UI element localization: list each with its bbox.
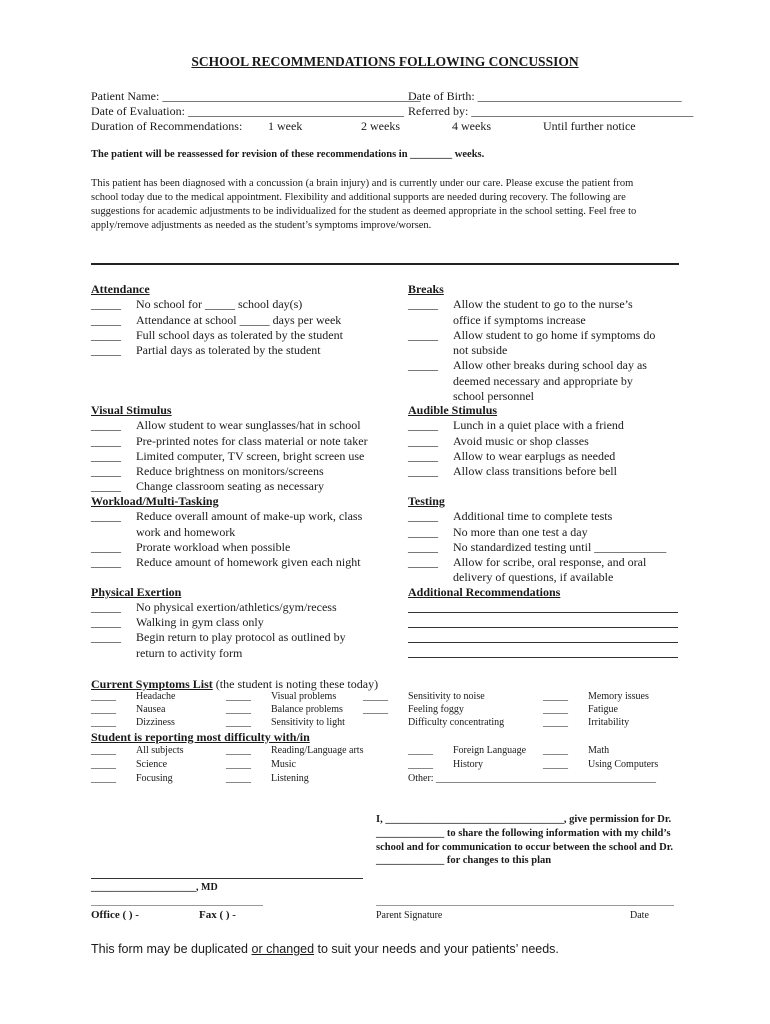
testing-heading: Testing (408, 494, 445, 508)
checkbox-blank[interactable]: _____ (226, 773, 251, 784)
additional-line[interactable] (408, 627, 678, 628)
difficulty-item: Using Computers (588, 759, 659, 770)
checkbox-blank[interactable]: _____ (408, 434, 438, 448)
checkbox-blank[interactable]: _____ (91, 418, 121, 432)
breaks-item: Allow other breaks during school day as (453, 358, 647, 372)
difficulty-heading: Student is reporting most difficulty with/in (91, 730, 310, 744)
physical-item: Walking in gym class only (136, 615, 264, 629)
attendance-heading: Attendance (91, 282, 150, 296)
checkbox-blank[interactable]: _____ (408, 525, 438, 539)
checkbox-blank[interactable]: _____ (91, 464, 121, 478)
checkbox-blank[interactable]: _____ (91, 759, 116, 770)
duration-label: Duration of Recommendations: (91, 119, 243, 133)
duration-option[interactable]: 2 weeks (361, 119, 400, 133)
md-field[interactable]: _____________________, MD (91, 882, 218, 893)
difficulty-item: Math (588, 745, 610, 756)
symptom-item: Dizziness (136, 717, 175, 728)
audible-item: Avoid music or shop classes (453, 434, 589, 448)
workload-heading: Workload/Multi-Tasking (91, 494, 219, 508)
difficulty-item: Science (136, 759, 168, 770)
checkbox-blank[interactable]: _____ (91, 313, 121, 327)
checkbox-blank[interactable]: _____ (91, 773, 116, 784)
testing-item: No standardized testing until ____________ (453, 540, 667, 554)
breaks-item: Allow the student to go to the nurse’s (453, 297, 633, 311)
checkbox-blank[interactable]: _____ (91, 479, 121, 493)
breaks-item: school personnel (453, 389, 534, 403)
testing-item: Additional time to complete tests (453, 509, 613, 523)
fax-field[interactable]: Fax ( ) - (199, 909, 236, 921)
checkbox-blank[interactable]: _____ (543, 704, 568, 715)
physical-item: return to activity form (136, 646, 243, 660)
difficulty-item: Music (271, 759, 296, 770)
audible-item: Lunch in a quiet place with a friend (453, 418, 624, 432)
parent-signature-line[interactable] (376, 905, 674, 906)
office-phone-field[interactable]: Office ( ) - (91, 909, 139, 921)
attendance-item: Attendance at school _____ days per week (136, 313, 342, 327)
breaks-item: Allow student to go home if symptoms do (453, 328, 656, 342)
additional-line[interactable] (408, 642, 678, 643)
workload-item: Prorate workload when possible (136, 540, 291, 554)
physical-item: Begin return to play protocol as outlined by (136, 630, 346, 644)
intro-paragraph: This patient has been diagnosed with a concussion (a brain injury) and is currently under our care. Please excuse the patient from school today due to the medical appointment. Flexibility and additional supports are needed during recovery. The following are suggestions for academic adjustments to be individualized for the student as deemed appropriate in the school setting. Feel free to apply/remove adjustments as needed as the student’s symptoms improve/worsen. (91, 178, 637, 231)
audible-heading: Audible Stimulus (408, 403, 498, 417)
checkbox-blank[interactable]: _____ (363, 704, 388, 715)
checkbox-blank[interactable]: _____ (91, 297, 121, 311)
checkbox-blank[interactable]: _____ (226, 691, 251, 702)
checkbox-blank[interactable]: _____ (408, 555, 438, 569)
symptom-item: Fatigue (588, 704, 618, 715)
checkbox-blank[interactable]: _____ (363, 691, 388, 702)
address-line[interactable] (91, 905, 263, 906)
checkbox-blank[interactable]: _____ (226, 717, 251, 728)
date-label: Date (630, 910, 649, 921)
symptom-item: Memory issues (588, 691, 649, 702)
parent-signature-label: Parent Signature (376, 910, 443, 921)
symptom-item: Sensitivity to light (271, 717, 345, 728)
footer-text: to suit your needs and your patients’ needs. (314, 942, 559, 956)
checkbox-blank[interactable]: _____ (543, 759, 568, 770)
duration-option[interactable]: 1 week (268, 119, 303, 133)
symptoms-heading (91, 677, 378, 692)
audible-item: Allow class transitions before bell (453, 464, 617, 478)
symptom-item: Nausea (136, 704, 166, 715)
checkbox-blank[interactable]: _____ (543, 717, 568, 728)
referred-by-field[interactable]: Referred by: _____________________________________ (408, 104, 694, 118)
symptoms-subtitle: (the student is noting these today) (212, 677, 379, 691)
checkbox-blank[interactable]: _____ (91, 630, 121, 644)
checkbox-blank[interactable]: _____ (91, 691, 116, 702)
visual-item: Pre-printed notes for class material or note taker (136, 434, 368, 448)
checkbox-blank[interactable]: _____ (408, 540, 438, 554)
visual-heading: Visual Stimulus (91, 403, 172, 417)
checkbox-blank[interactable]: _____ (91, 745, 116, 756)
attendance-item: Full school days as tolerated by the student (136, 328, 343, 342)
reassess-statement: The patient will be reassessed for revision of these recommendations in ________ weeks. (91, 149, 485, 160)
testing-item: delivery of questions, if available (453, 570, 614, 584)
footer-emphasis: or changed (251, 942, 315, 956)
duration-option[interactable]: Until further notice (543, 119, 636, 133)
checkbox-blank[interactable]: _____ (91, 600, 121, 614)
testing-item: Allow for scribe, oral response, and oral (453, 555, 647, 569)
section-divider (91, 263, 679, 265)
symptom-item: Feeling foggy (408, 704, 464, 715)
checkbox-blank[interactable]: _____ (543, 745, 568, 756)
form-title: SCHOOL RECOMMENDATIONS FOLLOWING CONCUSSION (191, 54, 579, 69)
symptom-item: Difficulty concentrating (408, 717, 505, 728)
attendance-item: Partial days as tolerated by the student (136, 343, 321, 357)
difficulty-item: History (453, 759, 483, 770)
physician-signature-line[interactable] (91, 878, 363, 879)
checkbox-blank[interactable]: _____ (91, 509, 121, 523)
checkbox-blank[interactable]: _____ (91, 328, 121, 342)
visual-item: Limited computer, TV screen, bright screen use (136, 449, 365, 463)
checkbox-blank[interactable]: _____ (408, 418, 438, 432)
visual-item: Allow student to wear sunglasses/hat in school (136, 418, 361, 432)
difficulty-item: Foreign Language (453, 745, 527, 756)
difficulty-item: Listening (271, 773, 309, 784)
checkbox-blank[interactable]: _____ (408, 328, 438, 342)
testing-item: No more than one test a day (453, 525, 588, 539)
symptom-item: Irritability (588, 717, 630, 728)
additional-line[interactable] (408, 657, 678, 658)
workload-item: Reduce overall amount of make-up work, class (136, 509, 363, 523)
duration-option[interactable]: 4 weeks (452, 119, 491, 133)
symptoms-title: Current Symptoms List (91, 677, 213, 691)
breaks-heading: Breaks (408, 282, 444, 296)
workload-item: Reduce amount of homework given each night (136, 555, 361, 569)
footer-note (91, 942, 559, 956)
physical-item: No physical exertion/athletics/gym/recess (136, 600, 337, 614)
breaks-item: not subside (453, 343, 508, 357)
checkbox-blank[interactable]: _____ (408, 464, 438, 478)
checkbox-blank[interactable]: _____ (91, 540, 121, 554)
dob-field[interactable]: Date of Birth: __________________________________ (408, 89, 682, 103)
checkbox-blank[interactable]: _____ (91, 704, 116, 715)
symptom-item: Headache (136, 691, 176, 702)
checkbox-blank[interactable]: _____ (543, 691, 568, 702)
attendance-item: No school for _____ school day(s) (136, 297, 303, 311)
checkbox-blank[interactable]: _____ (408, 449, 438, 463)
checkbox-blank[interactable]: _____ (408, 297, 438, 311)
breaks-item: deemed necessary and appropriate by (453, 374, 633, 388)
checkbox-blank[interactable]: _____ (91, 615, 121, 629)
workload-item: work and homework (136, 525, 236, 539)
checkbox-blank[interactable]: _____ (226, 745, 251, 756)
checkbox-blank[interactable]: _____ (408, 358, 438, 372)
symptom-item: Balance problems (271, 704, 343, 715)
difficulty-item: Focusing (136, 773, 173, 784)
breaks-item: office if symptoms increase (453, 313, 586, 327)
difficulty-item: Reading/Language arts (271, 745, 364, 756)
audible-item: Allow to wear earplugs as needed (453, 449, 616, 463)
physical-heading: Physical Exertion (91, 585, 182, 599)
footer-text: This form may be duplicated (91, 942, 252, 956)
checkbox-blank[interactable]: _____ (408, 745, 433, 756)
patient-name-field[interactable]: Patient Name: ___________________________________________ (91, 89, 421, 103)
checkbox-blank[interactable]: _____ (91, 555, 121, 569)
evaluation-date-field[interactable]: Date of Evaluation: ____________________________________ (91, 104, 404, 118)
checkbox-blank[interactable]: _____ (91, 343, 121, 357)
checkbox-blank[interactable]: _____ (91, 449, 121, 463)
symptom-item: Sensitivity to noise (408, 691, 485, 702)
checkbox-blank[interactable]: _____ (91, 717, 116, 728)
checkbox-blank[interactable]: _____ (408, 509, 438, 523)
visual-item: Change classroom seating as necessary (136, 479, 324, 493)
additional-heading: Additional Recommendations (408, 585, 561, 599)
visual-item: Reduce brightness on monitors/screens (136, 464, 324, 478)
other-field[interactable]: Other: ____________________________________________ (408, 773, 657, 784)
checkbox-blank[interactable]: _____ (226, 704, 251, 715)
checkbox-blank[interactable]: _____ (226, 759, 251, 770)
checkbox-blank[interactable]: _____ (408, 759, 433, 770)
additional-line[interactable] (408, 612, 678, 613)
symptom-item: Visual problems (271, 691, 337, 702)
difficulty-item: All subjects (136, 745, 184, 756)
permission-statement: I, __________________________________, give permission for Dr. _____________ to share the following information with my child’s school and for communication to occur between the school and Dr. _____________ for changes to this plan (376, 814, 674, 867)
checkbox-blank[interactable]: _____ (91, 434, 121, 448)
